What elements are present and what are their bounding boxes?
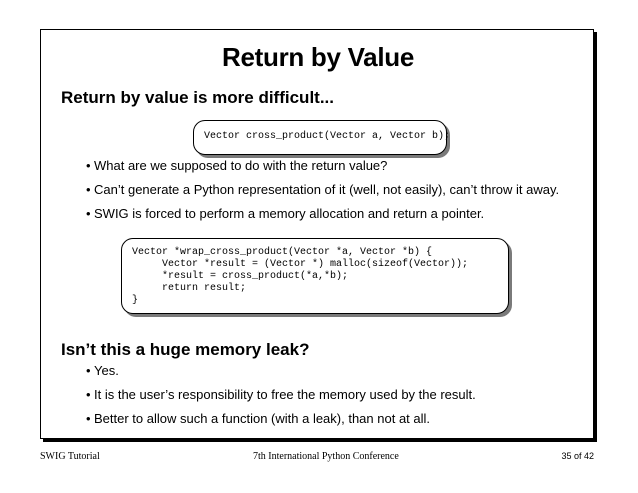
bullet-dot: • — [86, 363, 91, 378]
bullet-item — [86, 411, 430, 426]
footer-conference: 7th International Python Conference — [253, 451, 399, 462]
bullet-dot: • — [86, 387, 91, 402]
bullet-item — [86, 363, 119, 378]
bullet-dot: • — [86, 411, 91, 426]
code-line: } — [132, 295, 139, 306]
slide-frame — [40, 29, 594, 439]
code-line: Vector *wrap_cross_product(Vector *a, Vector *b) { — [132, 247, 433, 258]
section-heading-memory-leak: Isn’t this a huge memory leak? — [61, 340, 310, 359]
code-box-prototype — [193, 120, 451, 155]
code-line: Vector cross_product(Vector a, Vector b); — [204, 131, 451, 142]
bullet-text: It is the user’s responsibility to free the memory used by the result. — [94, 387, 476, 402]
bullet-text: Better to allow such a function (with a leak), than not at all. — [94, 411, 431, 426]
code-box-wrapper — [121, 238, 509, 314]
bullet-dot: • — [86, 206, 91, 221]
bullet-text: Yes. — [94, 363, 119, 378]
bullet-item — [86, 182, 559, 197]
bullet-text: Can’t generate a Python representation of it (well, not easily), can’t throw it away. — [94, 182, 560, 197]
footer-course-title: SWIG Tutorial — [40, 451, 100, 462]
slide-title: Return by Value — [222, 42, 414, 72]
code-line: return result; — [132, 283, 247, 294]
code-line: *result = cross_product(*a,*b); — [132, 271, 349, 282]
bullet-item — [86, 387, 476, 402]
bullet-item — [86, 206, 484, 221]
bullet-dot: • — [86, 158, 91, 173]
bullet-text: What are we supposed to do with the return value? — [94, 158, 388, 173]
bullet-item — [86, 158, 387, 173]
bullet-text: SWIG is forced to perform a memory allocation and return a pointer. — [94, 206, 485, 221]
section-heading-return-by-value: Return by value is more difficult... — [61, 88, 334, 107]
code-line: Vector *result = (Vector *) malloc(sizeof(Vector)); — [132, 259, 469, 270]
footer-page-number: 35 of 42 — [561, 451, 594, 461]
bullet-dot: • — [86, 182, 91, 197]
